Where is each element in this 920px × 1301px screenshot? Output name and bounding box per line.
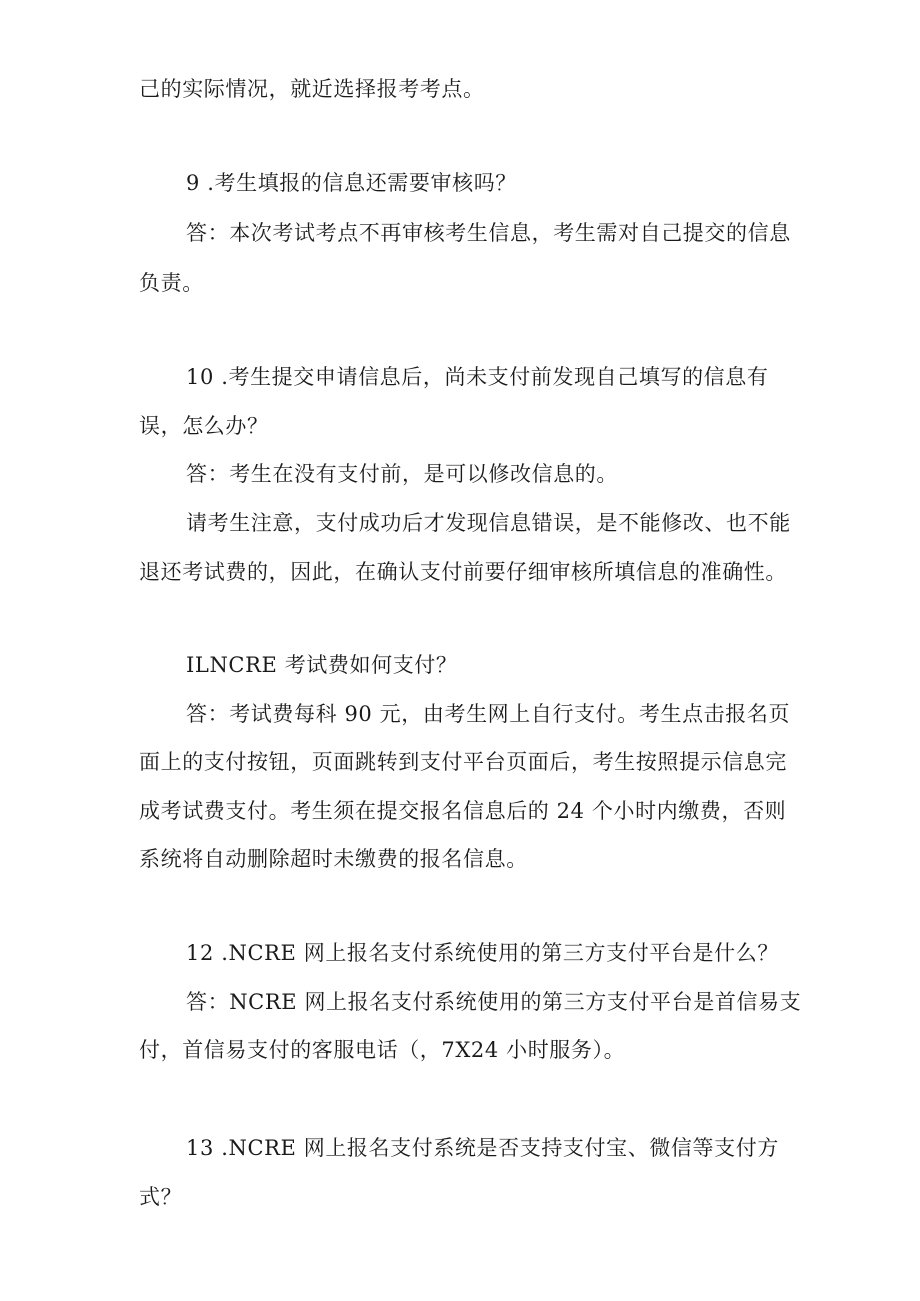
question-12: 12 .NCRE 网上报名支付系统使用的第三方支付平台是什么？ xyxy=(186,941,779,965)
text-line: 己的实际情况，就近选择报考考点。 xyxy=(139,77,485,101)
text-line: 付，首信易支付的客服电话（，7X24 小时服务）。 xyxy=(139,1038,626,1062)
answer-line: 答：考试费每科 90 元，由考生网上自行支付。考生点击报名页 xyxy=(186,702,791,726)
question-9: 9 .考生填报的信息还需要审核吗？ xyxy=(186,171,517,195)
answer-line: 答：本次考试考点不再审核考生信息，考生需对自己提交的信息 xyxy=(186,221,791,245)
text-line: 系统将自动删除超时未缴费的报名信息。 xyxy=(139,847,528,871)
answer-line: 答：考生在没有支付前，是可以修改信息的。 xyxy=(186,462,618,486)
question-13: 13 .NCRE 网上报名支付系统是否支持支付宝、微信等支付方 xyxy=(186,1136,779,1160)
text-line: 成考试费支付。考生须在提交报名信息后的 24 个小时内缴费，否则 xyxy=(139,799,787,823)
text-line: 面上的支付按钮，页面跳转到支付平台页面后，考生按照提示信息完 xyxy=(139,750,787,774)
text-line: 请考生注意，支付成功后才发现信息错误，是不能修改、也不能 xyxy=(186,511,791,535)
text-line: 误，怎么办？ xyxy=(139,414,269,438)
answer-line: 答：NCRE 网上报名支付系统使用的第三方支付平台是首信易支 xyxy=(186,990,802,1014)
question-10: 10 .考生提交申请信息后，尚未支付前发现自己填写的信息有 xyxy=(186,365,769,389)
text-line: 负责。 xyxy=(139,271,204,295)
text-line: 式？ xyxy=(139,1185,183,1209)
text-line: 退还考试费的，因此，在确认支付前要仔细审核所填信息的准确性。 xyxy=(139,560,787,584)
question-11: ILNCRE 考试费如何支付？ xyxy=(186,653,458,677)
